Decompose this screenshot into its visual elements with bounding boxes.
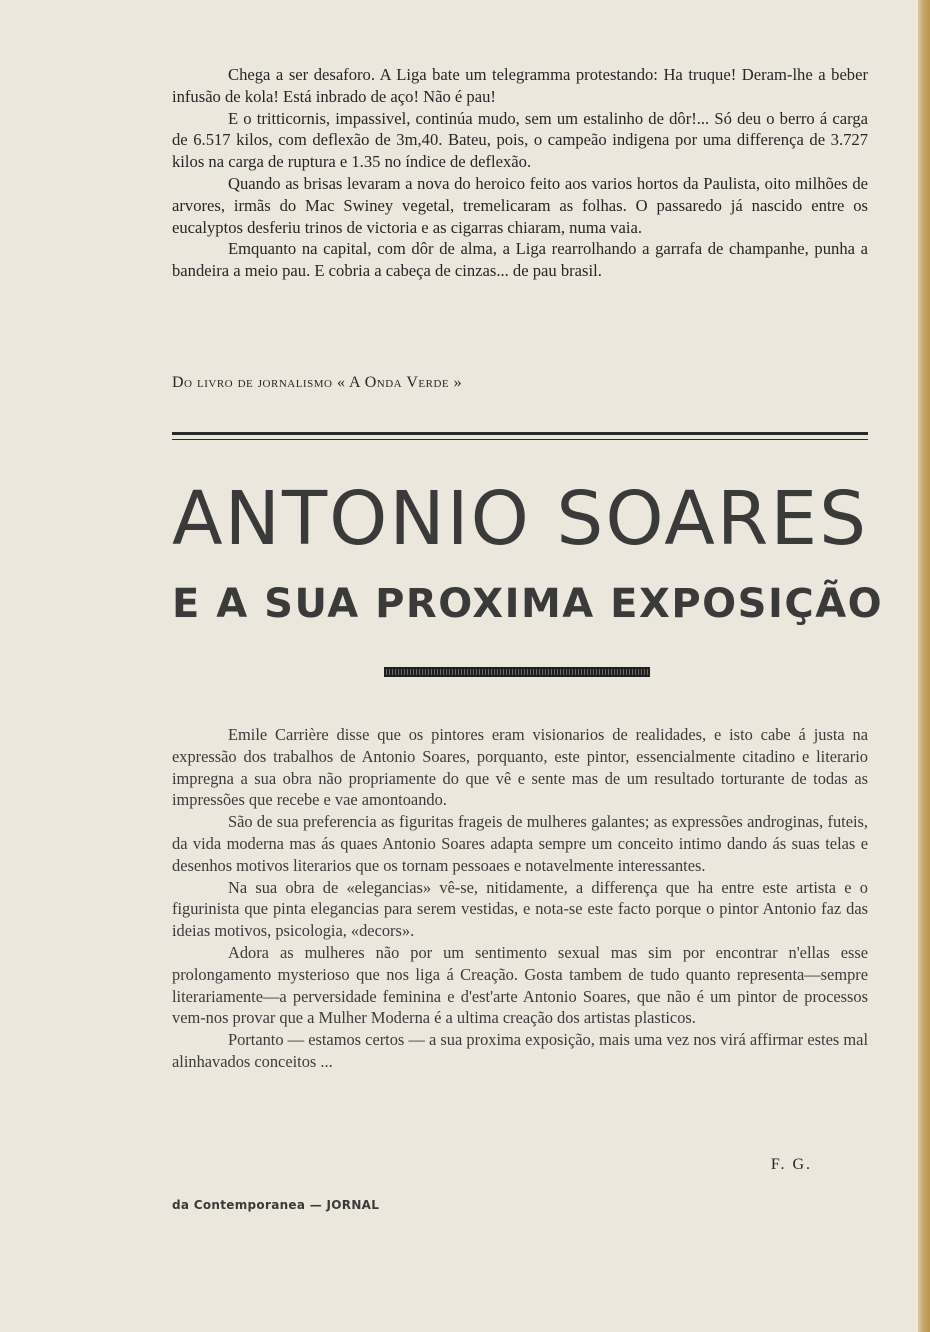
footer-source: da Contemporanea — JORNAL — [172, 1198, 380, 1212]
top-paragraph: Chega a ser desaforo. A Liga bate um telegramma protestando: Ha truque! Deram-lhe a beber infusão de kola! Está inbrado de aço! Não é pau! — [172, 65, 868, 106]
section-divider — [172, 432, 868, 440]
article-body — [172, 724, 868, 1073]
signature: F. G. — [770, 1156, 812, 1173]
headline: ANTONIO SOARES — [172, 476, 869, 562]
article-paragraph: Portanto — estamos certos — a sua proxima exposição, mais uma vez nos virá affirmar estes mal alinhavados conceitos ... — [172, 1030, 868, 1071]
subheadline: E A SUA PROXIMA EXPOSIÇÃO — [172, 581, 884, 627]
ornament-bar — [384, 667, 650, 677]
article-paragraph: Na sua obra de «elegancias» vê-se, nitidamente, a differença que ha entre este artista e o figurinista que pinta elegancias para serem vestidas, e nota-se este facto porque o pintor Antonio faz das ideias motivos, psicologia, «decors». — [172, 877, 868, 941]
article-paragraph: Emile Carrière disse que os pintores eram visionarios de realidades, e isto cabe á justa na expressão dos trabalhos de Antonio Soares, porquanto, este pintor, essencialmente citadino e literario impregna a sua obra não propriamente do que vê e sente mas de um resultado torturante de todas as impressões que recebe e vae amontoando. — [172, 725, 868, 810]
article-paragraph: Adora as mulheres não por um sentimento sexual mas sim por encontrar n'ellas esse prolongamento mysterioso que nos liga á Creação. Gosta tambem de tudo quanto representa—sempre literariamente—a perversidade feminina e d'est'arte Antonio Soares, que não é um pintor de processos vem-nos provar que a Mulher Moderna é a ultima creação dos artistas plasticos. — [172, 942, 868, 1028]
page-edge — [918, 0, 930, 1332]
article-paragraph: São de sua preferencia as figuritas frageis de mulheres galantes; as expressões androginas, futeis, da vida moderna mas ás quaes Antonio Soares adapta sempre um conceito intimo dando ás suas telas e desenhos motivos literarios que os tornam pessoaes e notavelmente interessantes. — [172, 812, 868, 875]
source-line: Do livro de jornalismo « A Onda Verde » — [172, 374, 463, 391]
top-paragraph: Quando as brisas levaram a nova do heroico feito aos varios hortos da Paulista, oito milhões de arvores, irmãs do Mac Swiney vegetal, tremelicaram as folhas. O passaredo já nascido entre os eucalyptos desferiu trinos de victoria e as cigarras chiaram, numa vaia. — [172, 173, 868, 237]
top-paragraph: Emquanto na capital, com dôr de alma, a Liga rearrolhando a garrafa de champanhe, punha a bandeira a meio pau. E cobria a cabeça de cinzas... de pau brasil. — [172, 239, 868, 281]
top-text-column — [172, 64, 868, 282]
top-paragraph: E o tritticornis, impassivel, continúa mudo, sem um estalinho de dôr!... Só deu o berro á carga de 6.517 kilos, com deflexão de 3m,40. Bateu, pois, o campeão indigena por uma differença de 3.727 kilos na carga de ruptura e 1.35 no índice de deflexão. — [172, 108, 868, 172]
